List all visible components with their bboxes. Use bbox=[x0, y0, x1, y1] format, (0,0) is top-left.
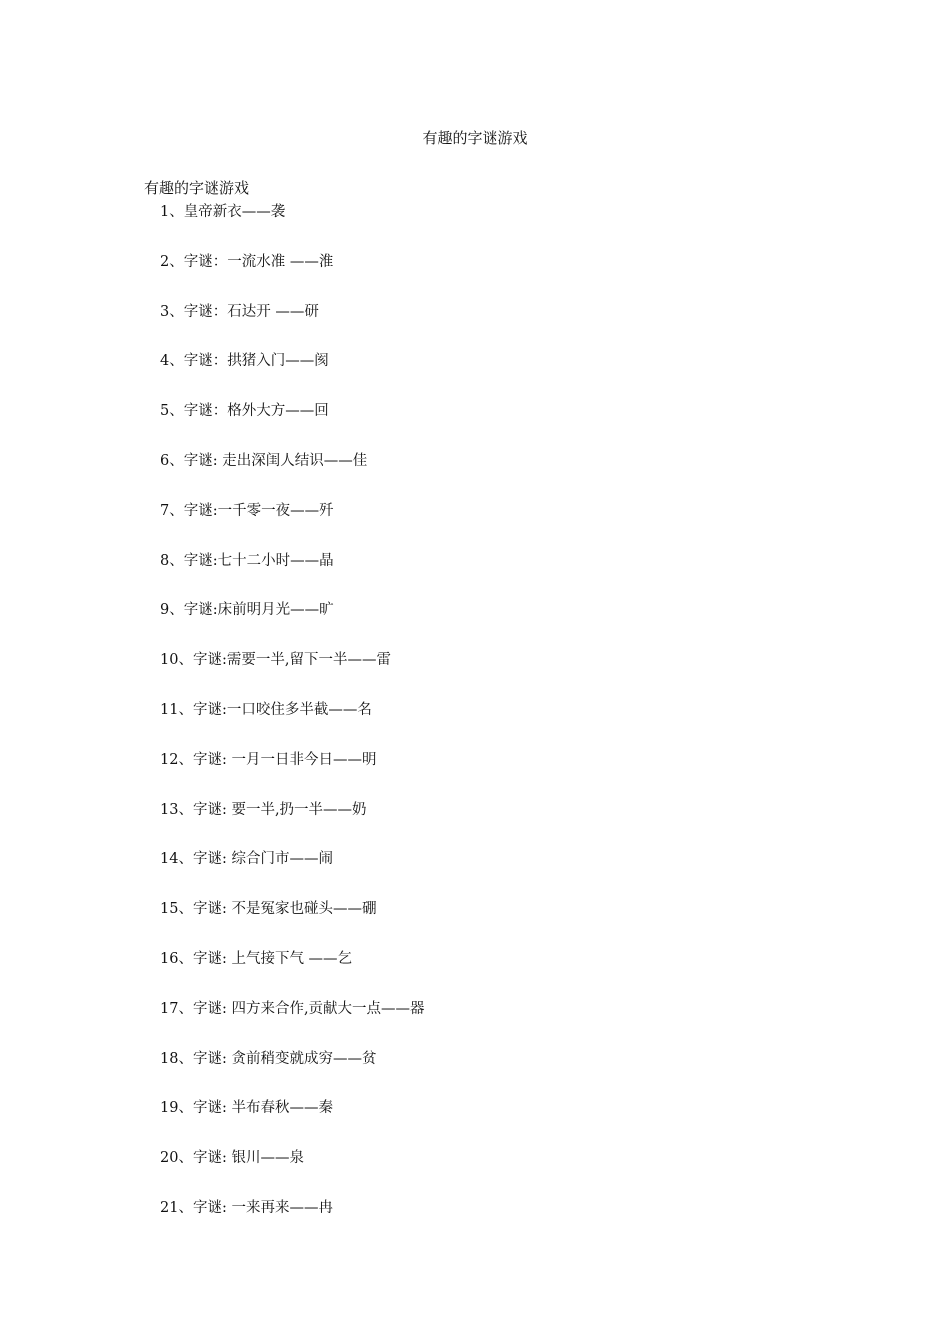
riddle-item: 15、字谜: 不是冤家也碰头——硼 bbox=[160, 901, 377, 918]
riddle-item: 1、皇帝新衣——袭 bbox=[160, 204, 286, 220]
document-title: 有趣的字谜游戏 bbox=[422, 129, 528, 147]
riddle-item: 5、字谜：格外大方——回 bbox=[160, 403, 329, 420]
riddle-item: 18、字谜: 贪前稍变就成穷——贫 bbox=[160, 1050, 377, 1067]
riddle-item: 16、字谜: 上气接下气 ——乞 bbox=[160, 950, 353, 967]
riddle-item: 2、字谜：一流水准 ——淮 bbox=[160, 253, 334, 270]
riddle-list bbox=[160, 202, 425, 1248]
riddle-item: 20、字谜: 银川——泉 bbox=[160, 1150, 304, 1167]
section-heading: 有趣的字谜游戏 bbox=[144, 179, 250, 197]
riddle-item: 13、字谜: 要一半,扔一半——奶 bbox=[160, 801, 367, 818]
riddle-item: 10、字谜:需要一半,留下一半——雷 bbox=[160, 652, 391, 669]
riddle-item: 8、字谜:七十二小时——晶 bbox=[160, 552, 334, 569]
riddle-item: 11、字谜:一口咬住多半截——名 bbox=[160, 701, 372, 718]
riddle-item: 21、字谜: 一来再来——冉 bbox=[160, 1199, 333, 1216]
riddle-item: 6、字谜: 走出深闺人结识——佳 bbox=[160, 452, 368, 469]
riddle-item: 3、字谜：石达开 ——研 bbox=[160, 303, 319, 320]
riddle-item: 9、字谜:床前明月光——旷 bbox=[160, 602, 334, 619]
riddle-item: 17、字谜: 四方来合作,贡献大一点——器 bbox=[160, 1000, 425, 1017]
riddle-item: 14、字谜: 综合门市——闹 bbox=[160, 851, 333, 868]
riddle-item: 12、字谜: 一月一日非今日——明 bbox=[160, 751, 377, 768]
riddle-item: 4、字谜：拱猪入门——阂 bbox=[160, 353, 329, 370]
riddle-item: 7、字谜:一千零一夜——歼 bbox=[160, 502, 334, 519]
riddle-item: 19、字谜: 半布春秋——秦 bbox=[160, 1100, 333, 1117]
